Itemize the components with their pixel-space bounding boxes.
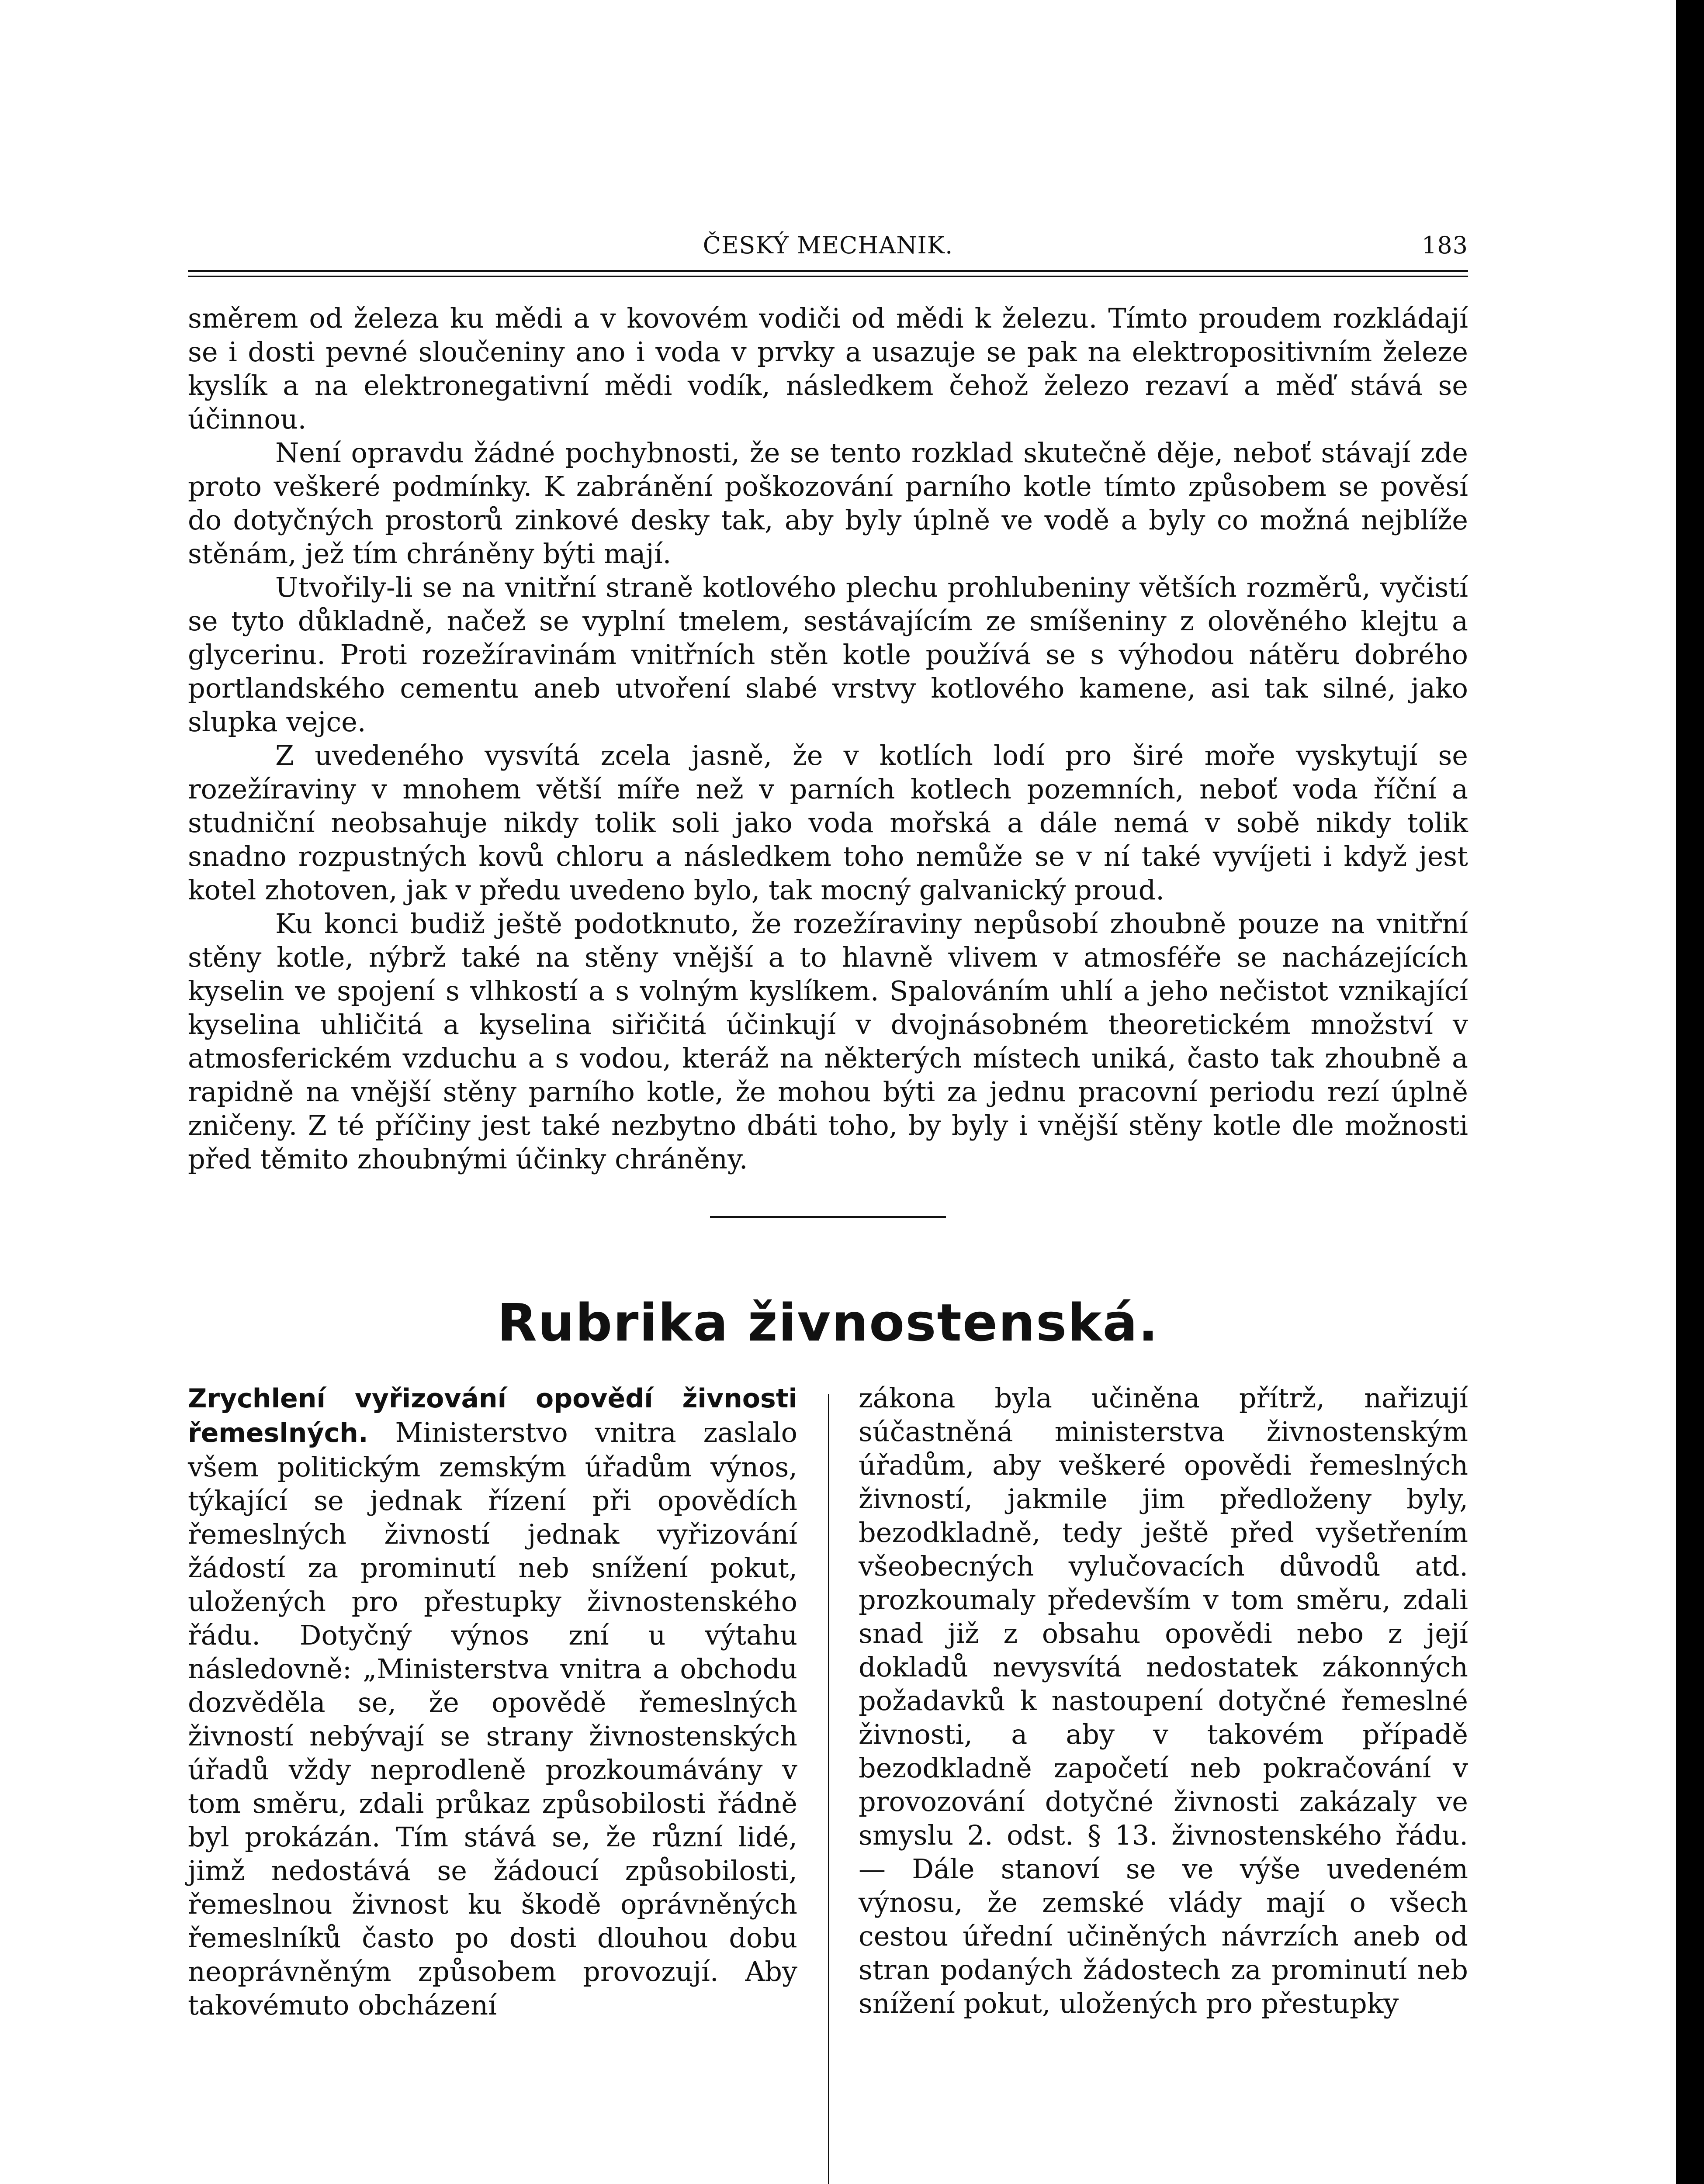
article-continuation <box>188 301 1468 1176</box>
article-heading: Zrychlení vyřizování opovědí živnosti řemeslných. <box>188 1383 797 1448</box>
right-column <box>859 1381 1468 2022</box>
page <box>188 232 1468 2022</box>
paragraph: Není opravdu žádné pochybnosti, že se tento rozklad skutečně děje, neboť stávají zde proto veškeré podmínky. K zabránění poškozování parního kotle tímto způsobem se pověsí do dotyčných prostorů zinkové desky tak, aby byly úplně ve vodě a byly co možná nejblíže stěnám, jež tím chráněny býti mají. <box>188 437 1468 570</box>
left-column-text <box>188 1381 797 2022</box>
section-separator <box>710 1216 946 1218</box>
right-column-body: zákona byla učiněna přítrž, nařizují súčastněná ministerstva živnostenským úřadům, aby veškeré opovědi řemeslných živností, jakmile jim předloženy byly, bezodkladně, tedy ještě před vyšetřením všeobecných vylučovacích důvodů atd. prozkoumaly především v tom směru, zdali snad již z obsahu opovědi nebo z její dokladů nevysvítá nedostatek zákonných požadavků k nastoupení dotyčné řemeslné živnosti, a aby v takovém případě bezodkladně započetí neb pokračování v provozování dotyčné živnosti zakázaly ve smyslu 2. odst. § 13. živnostenského řádu. — Dále stanoví se ve výše uvedeném výnosu, že zemské vlády mají o všech cestou úřední učiněných návrzích aneb od stran podaných žádostech za prominutí neb snížení pokut, uložených pro přestupky <box>859 1382 1468 2019</box>
left-column-body: Ministerstvo vnitra zaslalo všem politickým zemským úřadům výnos, týkající se jednak řízení při opovědích řemeslných živností jednak vyřizování žádostí za prominutí neb snížení pokut, uložených pro přestupky živnostenského řádu. Dotyčný výnos zní u výtahu následovně: „Ministerstva vnitra a obchodu dozvěděla se, že opovědě řemeslných živností nebývají se strany živnostenských úřadů vždy neprodleně prozkoumávány v tom směru, zdali průkaz způsobilosti řádně byl prokázán. Tím stává se, že různí lidé, jimž nedostává se žádoucí způsobilosti, řemeslnou živnost ku škodě oprávněných řemeslníků často po dosti dlouhou dobu neoprávněným způsobem provozují. Aby takovémuto obcházení <box>188 1417 797 2021</box>
paragraph: směrem od železa ku mědi a v kovovém vodiči od mědi k železu. Tímto proudem rozkládají se i dosti pevné sloučeniny ano i voda v prvky a usazuje se pak na elektropositivním železe kyslík a na elektronegativní mědi vodík, následkem čehož železo rezaví a měď stává se účinnou. <box>188 302 1468 435</box>
header-rule <box>188 270 1468 277</box>
left-column <box>188 1381 797 2022</box>
page-number: 183 <box>1421 232 1468 259</box>
paragraph: Ku konci budiž ještě podotknuto, že rozežíraviny nepůsobí zhoubně pouze na vnitřní stěny kotle, nýbrž také na stěny vnější a to hlavně vlivem v atmosféře se nacházejících kyselin ve spojení s vlhkostí a s volným kyslíkem. Spalováním uhlí a jeho nečistot vznikající kyselina uhličitá a kyselina siřičitá účinkují v dvojnásobném theoretickém množství v atmosferickém vzduchu a s vodou, kteráž na některých místech uniká, často tak zhoubně a rapidně na vnější stěny parního kotle, že mohou býti za jednu pracovní periodu rezí úplně zničeny. Z té příčiny jest také nezbytno dbáti toho, by byly i vnější stěny kotle dle možnosti před těmito zhoubnými účinky chráněny. <box>188 908 1468 1175</box>
scan-edge <box>1676 0 1704 2184</box>
journal-title: ČESKÝ MECHANIK. <box>703 232 953 259</box>
paragraph: Utvořily-li se na vnitřní straně kotlového plechu prohlubeniny větších rozměrů, vyčistí se tyto důkladně, načež se vyplní tmelem, sestávajícím ze smíšeniny z olověného klejtu a glycerinu. Proti rozežíravinám vnitřních stěn kotle používá se s výhodou nátěru dobrého portlandského cementu aneb utvoření slabé vrstvy kotlového kamene, asi tak silné, jako slupka vejce. <box>188 571 1468 738</box>
column-divider <box>828 1394 829 2184</box>
paragraph: Z uvedeného vysvítá zcela jasně, že v kotlích lodí pro širé moře vyskytují se rozežíraviny v mnohem větší míře než v parních kotlech pozemních, neboť voda říční a studniční neobsahuje nikdy tolik soli jako voda mořská a dále nemá v sobě nikdy tolik snadno rozpustných kovů chloru a následkem toho nemůže se v ní také vyvíjeti i když jest kotel zhotoven, jak v předu uvedeno bylo, tak mocný galvanický proud. <box>188 740 1468 906</box>
running-head <box>188 232 1468 262</box>
two-column-article <box>188 1381 1468 2022</box>
section-title: Rubrika živnostenská. <box>497 1292 1159 1353</box>
